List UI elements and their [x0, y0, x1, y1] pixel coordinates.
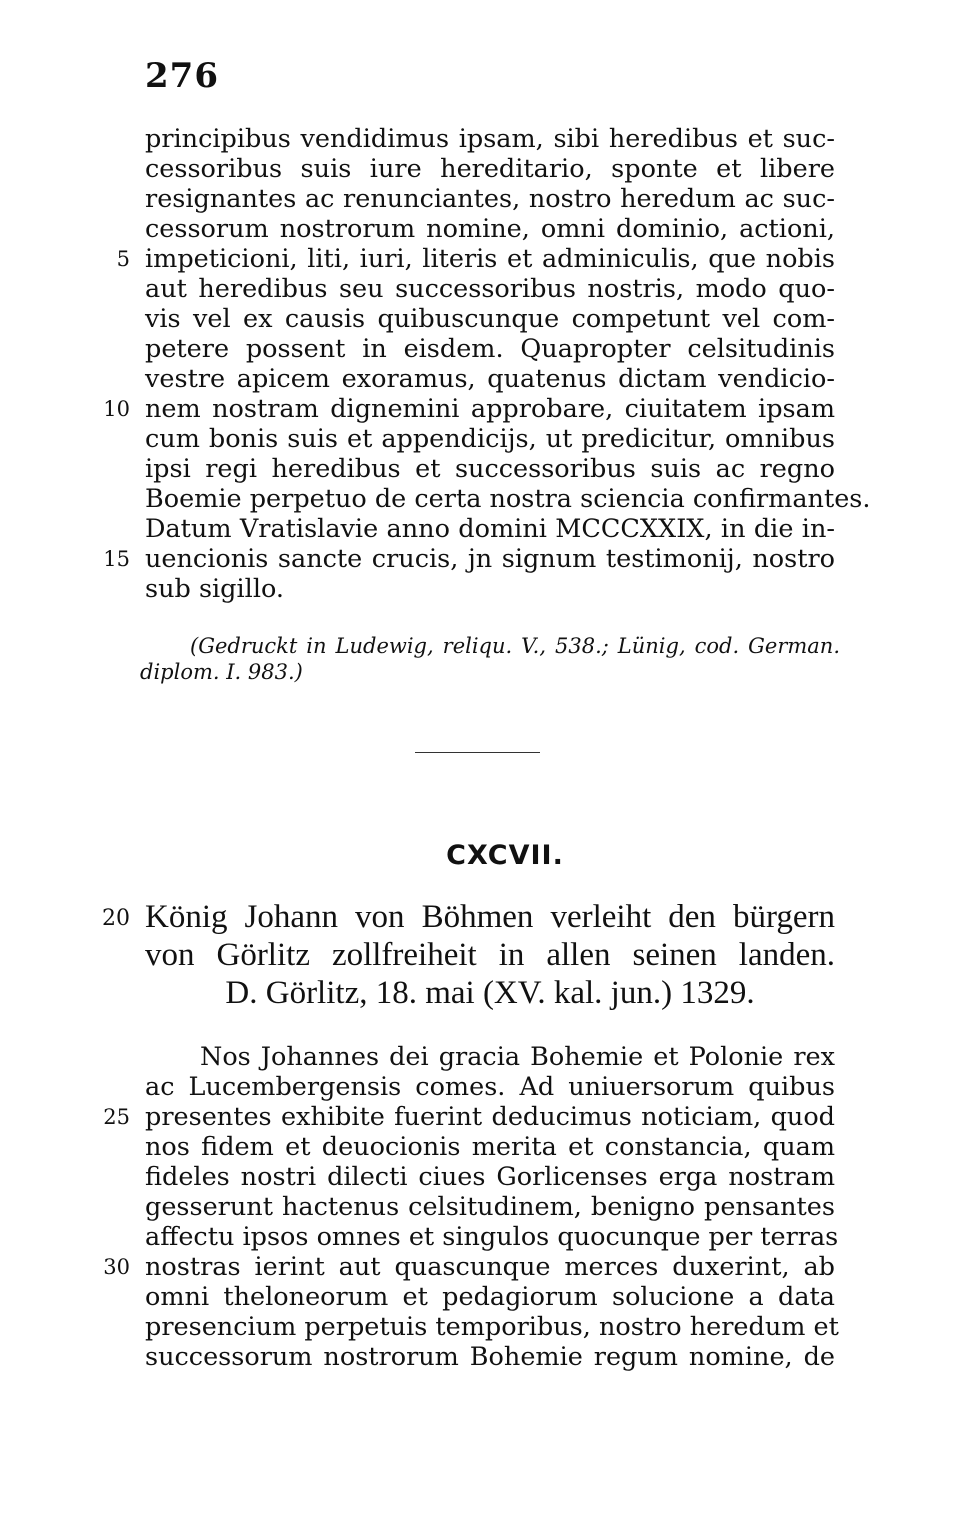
text-line: nos fidem et deuocionis merita et constancia, quam [145, 1132, 835, 1162]
text-line: cessoribus suis iure hereditario, sponte et libere [145, 154, 835, 184]
text-line: impeticioni, liti, iuri, literis et adminiculis, que nobis [145, 244, 835, 274]
text-line: sub sigillo. [145, 574, 284, 604]
text-line: nem nostram dignemini approbare, ciuitatem ipsam [145, 394, 835, 424]
text-line: resignantes ac renunciantes, nostro heredum ac suc- [145, 184, 835, 214]
line-number: 5 [116, 247, 130, 271]
text-line: vis vel ex causis quibuscunque competunt vel com- [145, 304, 835, 334]
text-line: ac Lucembergensis comes. Ad uniuersorum quibus [145, 1072, 835, 1102]
text-line: cessorum nostrorum nomine, omni dominio, actioni, [145, 214, 835, 244]
source-note-line: diplom. I. 983.) [140, 660, 303, 684]
section-divider [415, 752, 540, 753]
source-note-line: (Gedruckt in Ludewig, reliqu. V., 538.; Lünig, cod. German. [190, 634, 840, 658]
text-line: Boemie perpetuo de certa nostra sciencia confirmantes. [145, 484, 871, 514]
heading-line: König Johann von Böhmen verleiht den bürgern [145, 899, 835, 935]
text-line: nostras ierint aut quascunque merces duxerint, ab [145, 1252, 835, 1282]
text-line: affectu ipsos omnes et singulos quocunque per terras [145, 1222, 839, 1252]
line-number: 10 [103, 397, 130, 421]
text-line: aut heredibus seu successoribus nostris, modo quo- [145, 274, 835, 304]
text-line: Datum Vratislavie anno domini MCCCXXIX, in die in- [145, 514, 835, 544]
text-line: gesserunt hactenus celsitudinem, benigno pensantes [145, 1192, 835, 1222]
line-number: 25 [103, 1105, 130, 1129]
page-number: 276 [145, 56, 219, 96]
text-line: principibus vendidimus ipsam, sibi heredibus et suc- [145, 124, 835, 154]
text-line: presencium perpetuis temporibus, nostro heredum et [145, 1312, 839, 1342]
text-line: Nos Johannes dei gracia Bohemie et Polonie rex [200, 1042, 835, 1072]
heading-line: D. Görlitz, 18. mai (XV. kal. jun.) 1329. [225, 975, 755, 1011]
text-line: ipsi regi heredibus et successoribus suis ac regno [145, 454, 835, 484]
text-line: cum bonis suis et appendicijs, ut predicitur, omnibus [145, 424, 835, 454]
text-line: petere possent in eisdem. Quapropter celsitudinis [145, 334, 835, 364]
line-number: 20 [102, 906, 130, 931]
text-line: uencionis sancte crucis, jn signum testimonij, nostro [145, 544, 835, 574]
text-line: successorum nostrorum Bohemie regum nomine, de [145, 1342, 835, 1372]
line-number: 30 [103, 1255, 130, 1279]
document-number: CXCVII. [446, 840, 564, 871]
text-line: omni theloneorum et pedagiorum solucione a data [145, 1282, 835, 1312]
text-line: presentes exhibite fuerint deducimus noticiam, quod [145, 1102, 835, 1132]
line-number: 15 [103, 547, 130, 571]
heading-line: von Görlitz zollfreiheit in allen seinen landen. [145, 937, 835, 973]
text-line: fideles nostri dilecti ciues Gorlicenses erga nostram [145, 1162, 835, 1192]
text-line: vestre apicem exoramus, quatenus dictam vendicio- [145, 364, 835, 394]
